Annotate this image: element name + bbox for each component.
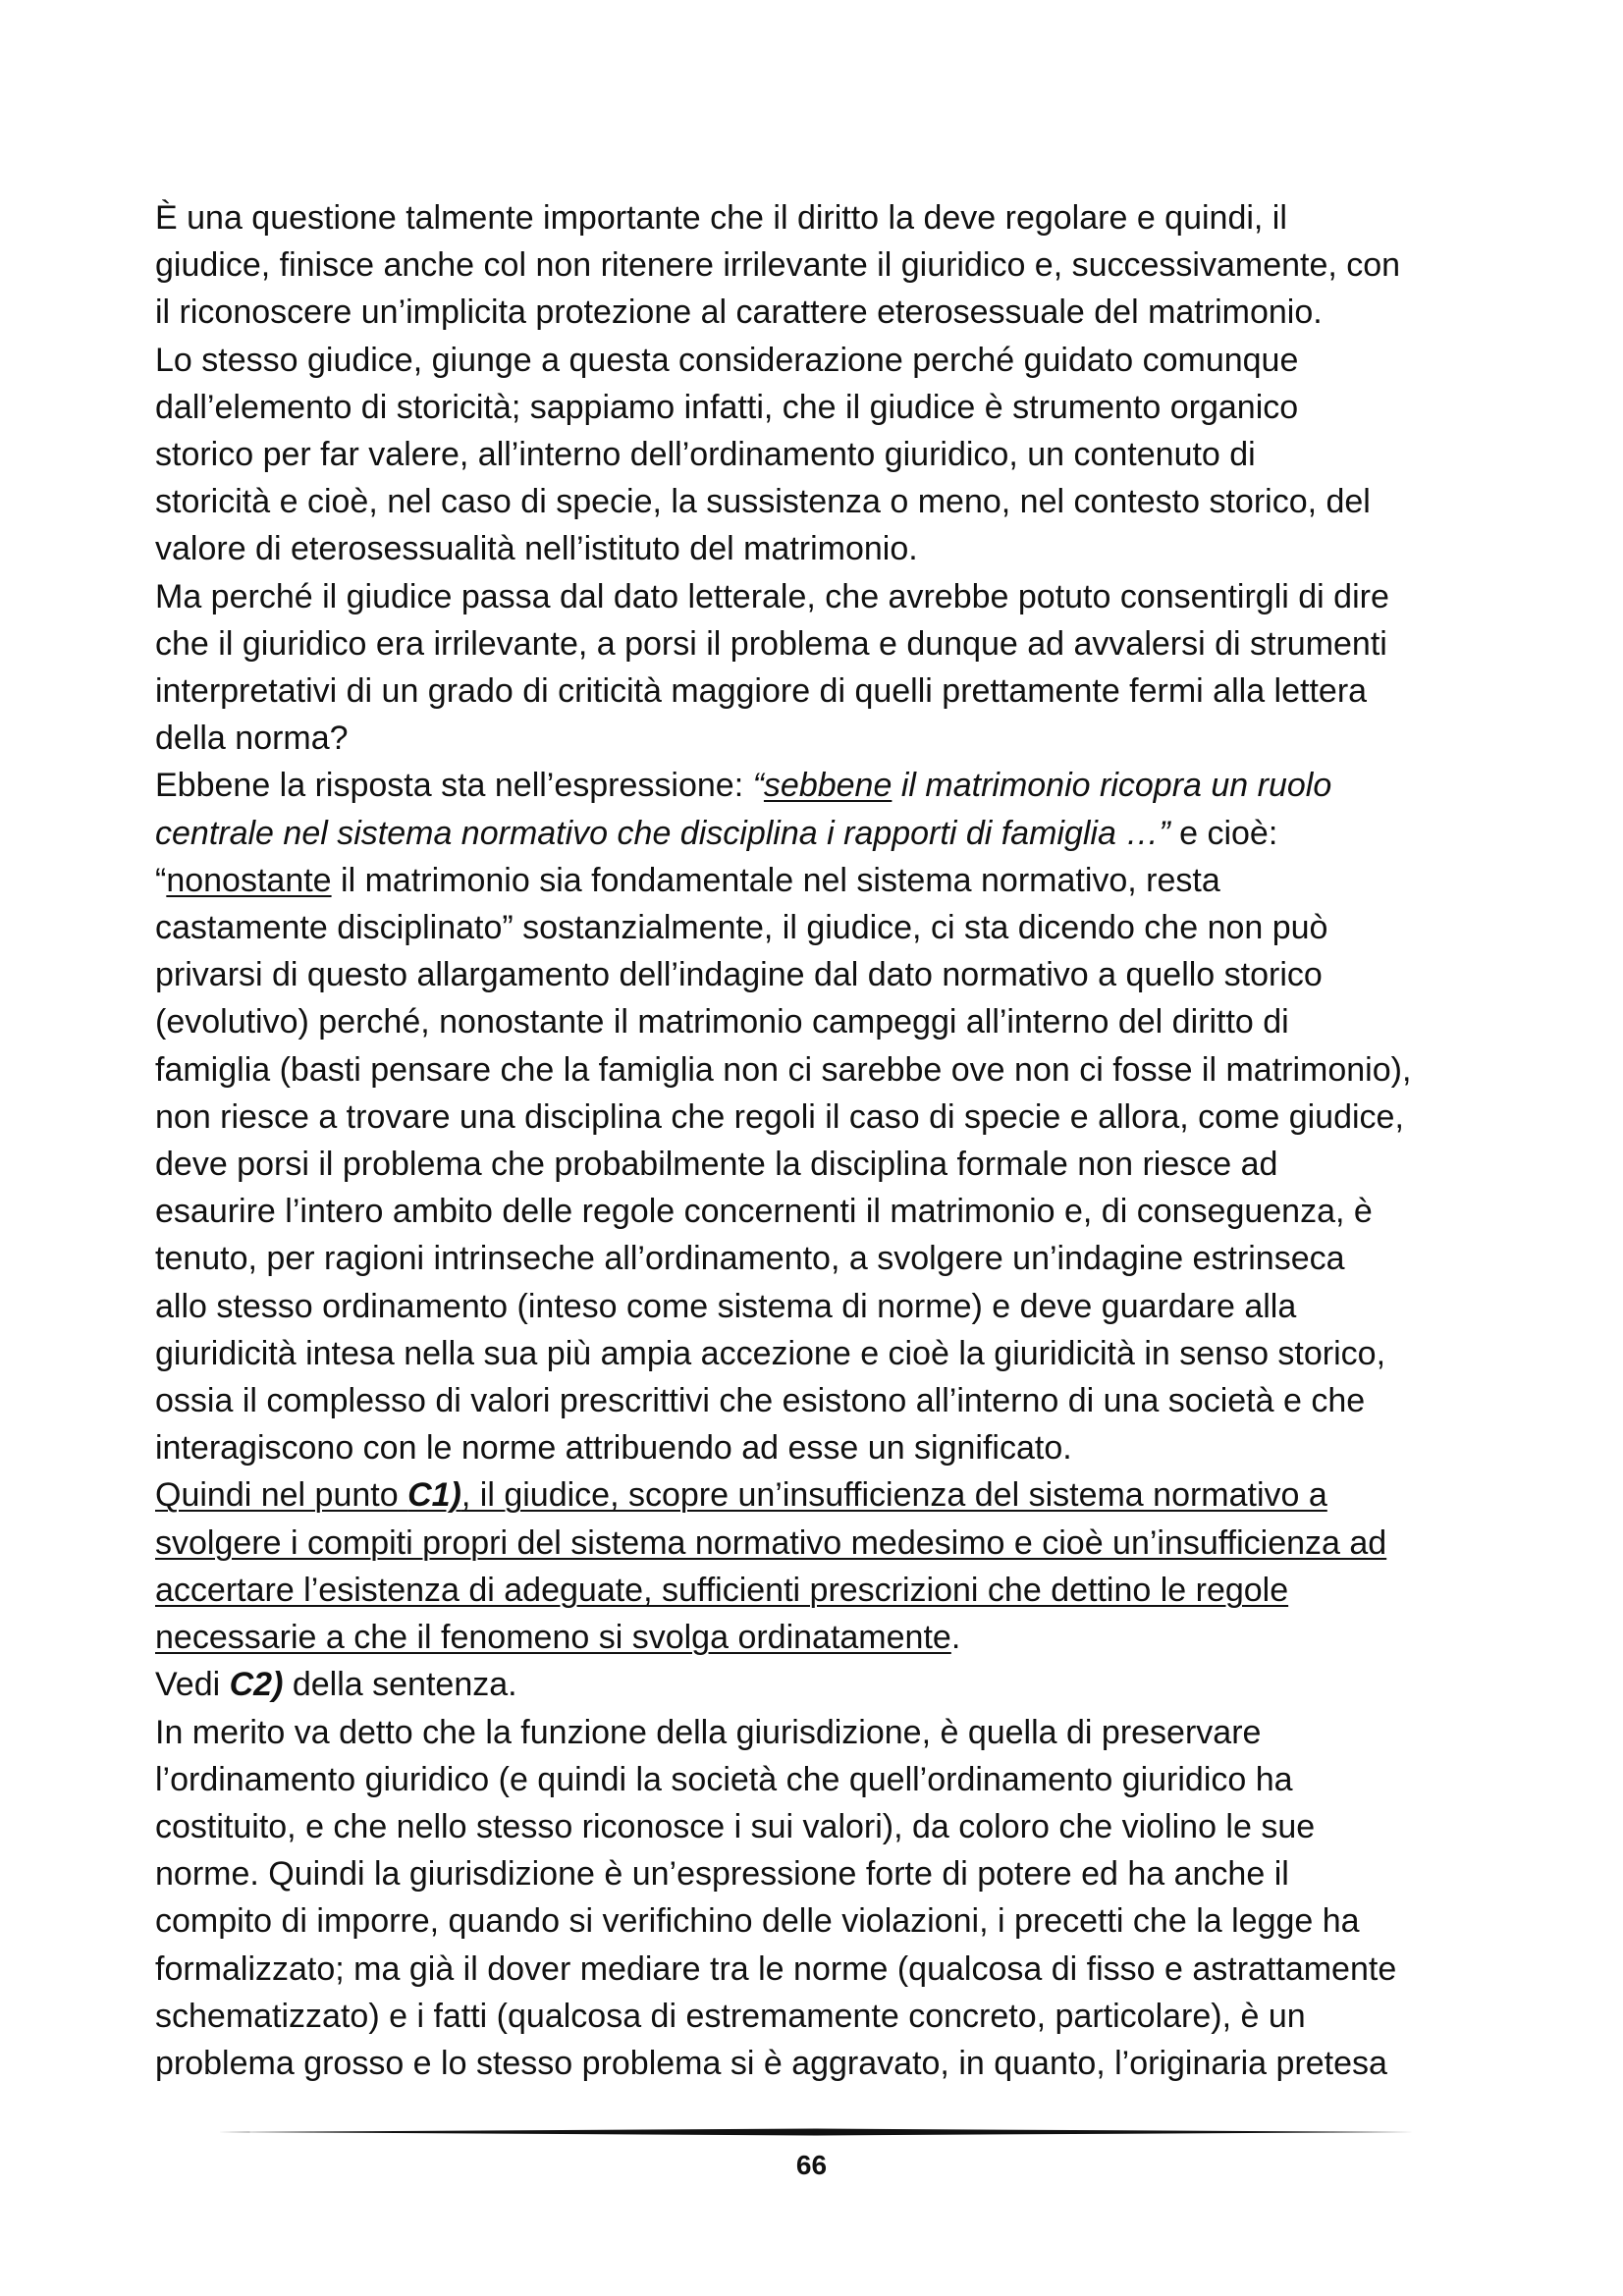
text-line: Lo stesso giudice, giunge a questa considerazione perché guidato comunque [155,341,1299,379]
text-line: castamente disciplinato” sostanzialmente, il giudice, ci sta dicendo che non può [155,909,1328,947]
underlined-text: svolgere i compiti propri del sistema normativo medesimo e cioè un’insufficienza ad [155,1523,1387,1562]
text-fragment: della sentenza. [283,1666,517,1704]
text-line: giuridicità intesa nella sua più ampia accezione e cioè la giuridicità in senso storico, [155,1334,1386,1372]
text-line: valore di eterosessualità nell’istituto del matrimonio. [155,530,918,568]
text-fragment: e cioè: [1169,814,1278,852]
text-line: deve porsi il problema che probabilmente la disciplina formale non riesce ad [155,1146,1278,1184]
paragraph [155,762,1481,1471]
page-number: 66 [795,2150,828,2180]
reference-c2: C2) [229,1666,284,1704]
underlined-text: accertare l’esistenza di adeguate, sufficienti prescrizioni che dettino le regole [155,1571,1289,1609]
text-line: problema grosso e lo stesso problema si è aggravato, in quanto, l’originaria pretesa [155,2044,1387,2082]
emphasis-nonostante: nonostante [166,861,332,899]
paragraph [155,573,1481,763]
text-line: compito di imporre, quando si verifichino delle violazioni, i precetti che la legge ha [155,1902,1360,1941]
text-line: allo stesso ordinamento (inteso come sistema di norme) e deve guardare alla [155,1287,1297,1325]
text-line: In merito va detto che la funzione della giurisdizione, è quella di preservare [155,1713,1262,1751]
text-line: giudice, finisce anche col non ritenere irrilevante il giuridico e, successivamente, con [155,246,1401,285]
text-line: famiglia (basti pensare che la famiglia non ci sarebbe ove non ci fosse il matrimonio), [155,1050,1412,1089]
emphasis-sebbene: sebbene [763,767,893,805]
underlined-text: necessarie a che il fenomeno si svolga ordinatamente [155,1619,951,1657]
text-fragment: Vedi [155,1666,230,1704]
text-line: storicità e cioè, nel caso di specie, la sussistenza o meno, nel contesto storico, del [155,483,1371,521]
text-line: l’ordinamento giuridico (e quindi la società che quell’ordinamento giuridico ha [155,1760,1293,1798]
text-line: della norma? [155,720,349,758]
text-line: Ma perché il giudice passa dal dato letterale, che avrebbe potuto consentirgli di dire [155,577,1389,615]
text-line: privarsi di questo allargamento dell’indagine dal dato normativo a quello storico [155,956,1323,994]
text-fragment: Ebbene la risposta sta nell’espressione: [155,767,753,805]
text-line: schematizzato) e i fatti (qualcosa di estremamente concreto, particolare), è un [155,1997,1306,2035]
paragraph [155,194,1481,337]
text-line: ossia il complesso di valori prescrittivi che esistono all’interno di una società e che [155,1382,1366,1420]
footer-divider-line [218,2127,1414,2137]
text-line: costituito, e che nello stesso riconosce i sui valori), da coloro che violino le sue [155,1807,1316,1845]
paragraph [155,1661,1481,1708]
text-line: il riconoscere un’implicita protezione al carattere eterosessuale del matrimonio. [155,294,1323,332]
text-line: storico per far valere, all’interno dell’ordinamento giuridico, un contenuto di [155,436,1256,474]
quote-open: “ [155,861,167,899]
underlined-text: Quindi nel punto [155,1476,408,1515]
text-fragment: il matrimonio sia fondamentale nel sistema normativo, resta [331,861,1220,899]
text-line: che il giuridico era irrilevante, a porsi il problema e dunque ad avvalersi di strumenti [155,624,1387,663]
text-fragment: . [950,1619,961,1657]
text-line: esaurire l’intero ambito delle regole concernenti il matrimonio e, di conseguenza, è [155,1193,1373,1231]
text-line: non riesce a trovare una disciplina che regoli il caso di specie e allora, come giudice, [155,1097,1404,1136]
paragraph [155,1709,1481,2088]
paragraph-underlined [155,1471,1481,1661]
underlined-text: , il giudice, scopre un’insufficienza del sistema normativo a [460,1476,1327,1515]
reference-c1: C1) [407,1476,461,1515]
text-line: interagiscono con le norme attribuendo ad esse un significato. [155,1429,1072,1468]
quoted-text: centrale nel sistema normativo che disciplina i rapporti di famiglia …” [155,814,1170,852]
text-line: dall’elemento di storicità; sappiamo infatti, che il giudice è strumento organico [155,388,1299,426]
quote-open: “ [752,767,764,805]
text-line: norme. Quindi la giurisdizione è un’espressione forte di potere ed ha anche il [155,1855,1289,1894]
quoted-text: il matrimonio ricopra un ruolo [892,767,1332,805]
text-line: (evolutivo) perché, nonostante il matrimonio campeggi all’interno del diritto di [155,1003,1289,1041]
footer-divider [218,2127,1414,2137]
paragraph [155,337,1481,573]
text-line: tenuto, per ragioni intrinseche all’ordinamento, a svolgere un’indagine estrinseca [155,1240,1345,1278]
text-line: È una questione talmente importante che il diritto la deve regolare e quindi, il [155,199,1287,237]
body-text [155,194,1481,2087]
text-line: formalizzato; ma già il dover mediare tra le norme (qualcosa di fisso e astrattamente [155,1949,1397,1988]
text-line: interpretativi di un grado di criticità maggiore di quelli prettamente fermi alla lettera [155,672,1368,711]
